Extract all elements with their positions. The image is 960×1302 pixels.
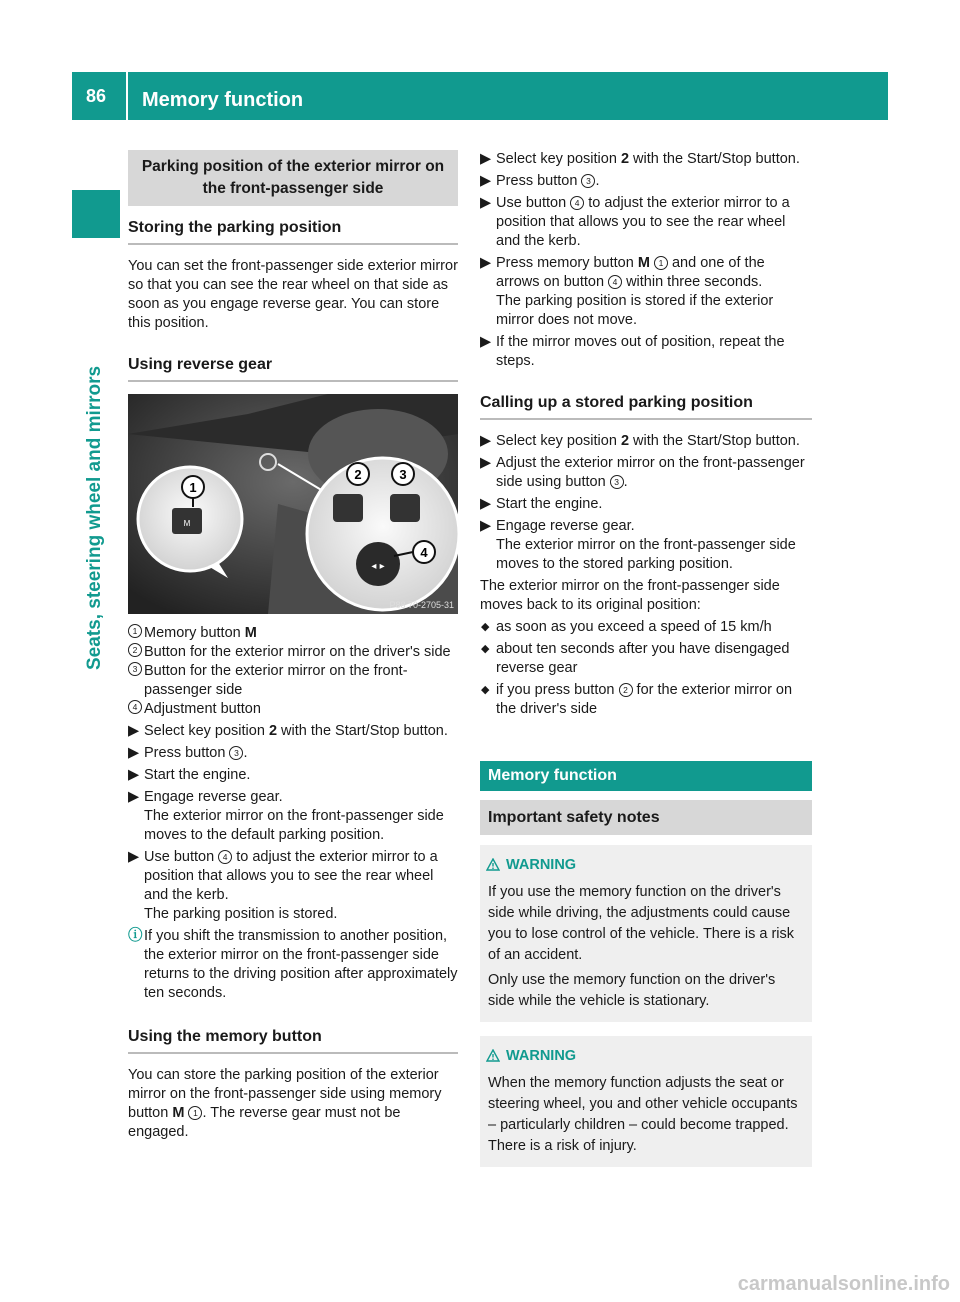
m-key-label: M (183, 519, 191, 528)
header-divider (126, 72, 128, 120)
step-arrow-icon: ▶ (480, 195, 492, 211)
warning-text: When the memory function adjusts the seat or steering wheel, you and other vehicle occupants – particularly children – could become trapped. There is a risk of injury. (488, 1075, 798, 1154)
heading-calling-up: Calling up a stored parking position (480, 393, 812, 420)
step-arrow-icon: ▶ (128, 789, 140, 805)
bullet-icon: ◆ (481, 643, 490, 655)
warning-title: WARNING (506, 1046, 804, 1067)
section-box-title: Parking position of the exterior mirror on the front-passenger side (128, 150, 458, 206)
step-arrow-icon: ▶ (480, 255, 492, 271)
step-arrow-icon: ▶ (128, 849, 140, 865)
step-arrow-icon: ▶ (480, 151, 492, 167)
step-item: ▶ Adjust the exterior mirror on the front-passenger side using button 3 . (480, 455, 805, 490)
step-item: ▶ If the mirror moves out of position, repeat the steps. (480, 334, 785, 369)
right-column (480, 150, 812, 1167)
step-arrow-icon: ▶ (480, 433, 492, 449)
photo-label-3: 3 (399, 467, 407, 482)
step-item: ▶ Press memory button M 1 and one of the arrows on button 4 within three seconds. The parking position is stored if the exterior mirror does not move. (480, 255, 774, 328)
bullet-item: ◆ if you press button 2 for the exterior mirror on the driver's side (481, 682, 793, 717)
step-arrow-icon: ▶ (480, 173, 492, 189)
section-tab (72, 250, 120, 950)
step-item: ▶ Select key position 2 with the Start/Stop button. (480, 151, 800, 167)
step-arrow-icon: ▶ (480, 455, 492, 471)
paragraph-return: The exterior mirror on the front-passenger side moves back to its original position: (480, 578, 780, 613)
warning-box (480, 845, 812, 1022)
step-item: ▶ Select key position 2 with the Start/Stop button. (128, 723, 448, 739)
mirror-controls-photo (128, 394, 458, 614)
step-arrow-icon: ▶ (480, 496, 492, 512)
step-item: ▶ Engage reverse gear. The exterior mirror on the front-passenger side moves to the stored parking position. (480, 518, 796, 572)
paragraph-memory-button: You can store the parking position of the exterior mirror on the front-passenger side using memory button M 1 . The reverse gear must not be engaged. (128, 1067, 442, 1140)
legend-item: 3 Button for the exterior mirror on the front-passenger side (128, 662, 458, 700)
image-reference: P88.70-2705-31 (389, 600, 454, 610)
photo-label-1: 1 (189, 480, 197, 495)
bullet-icon: ◆ (481, 684, 490, 696)
step-arrow-icon: ▶ (128, 767, 140, 783)
adjust-arrows-icon: ◂ ▸ (371, 561, 385, 572)
warning-title: WARNING (506, 855, 804, 876)
photo-illustration (128, 394, 458, 614)
step-item: ▶ Start the engine. (128, 767, 251, 783)
bullet-item: ◆ about ten seconds after you have disengaged reverse gear (481, 641, 790, 676)
section-marker (72, 190, 120, 238)
section-bar-memory-function: Memory function (480, 761, 812, 791)
left-column (128, 150, 458, 1142)
legend-item: 1 Memory button M (128, 624, 458, 643)
legend-item: 2 Button for the exterior mirror on the driver's side (128, 643, 458, 662)
section-title: Seats, steering wheel and mirrors (84, 365, 105, 670)
warning-triangle-icon (486, 1048, 500, 1069)
watermark: carmanualsonline.info (737, 1273, 950, 1295)
warning-box (480, 1036, 812, 1167)
step-item: ▶ Use button 4 to adjust the exterior mirror to a position that allows you to see the rear wheel and the kerb. (480, 195, 790, 249)
step-item: ▶ Start the engine. (480, 496, 603, 512)
step-item: ▶ Press button 3 . (480, 173, 600, 189)
warning-text: If you use the memory function on the driver's side while driving, the adjustments could cause you to lose control of the vehicle. There is a risk of an accident. (488, 884, 794, 963)
bullet-icon: ◆ (481, 621, 490, 633)
step-arrow-icon: ▶ (480, 518, 492, 534)
photo-label-2: 2 (354, 467, 362, 482)
step-item: ▶ Press button 3 . (128, 745, 248, 761)
warning-text: Only use the memory function on the driver's side while the vehicle is stationary. (488, 972, 776, 1009)
legend-item: 4 Adjustment button (128, 700, 458, 719)
step-item: ▶ Use button 4 to adjust the exterior mirror to a position that allows you to see the rear wheel and the kerb. The parking position is stored. (128, 849, 438, 922)
step-arrow-icon: ▶ (128, 723, 140, 739)
heading-storing: Storing the parking position (128, 218, 458, 245)
step-arrow-icon: ▶ (128, 745, 140, 761)
heading-reverse-gear: Using reverse gear (128, 355, 458, 382)
bullet-item: ◆ as soon as you exceed a speed of 15 km/h (481, 619, 772, 635)
step-arrow-icon: ▶ (480, 334, 492, 350)
section-bar-safety-notes: Important safety notes (480, 800, 812, 835)
info-note: ⓘ If you shift the transmission to another position, the exterior mirror on the front-passenger side returns to the driving position after approximately ten seconds. (128, 928, 458, 1001)
step-item: ▶ Engage reverse gear. The exterior mirror on the front-passenger side moves to the default parking position. (128, 789, 444, 843)
info-icon: ⓘ (128, 928, 143, 944)
paragraph-storing: You can set the front-passenger side exterior mirror so that you can see the rear wheel on that side as soon as you engage reverse gear. You can store this position. (128, 258, 458, 331)
page-number: 86 (86, 86, 107, 106)
heading-memory-button: Using the memory button (128, 1027, 458, 1054)
photo-label-4: 4 (420, 545, 428, 560)
warning-triangle-icon (486, 857, 500, 878)
step-item: ▶ Select key position 2 with the Start/Stop button. (480, 433, 800, 449)
page-title: Memory function (142, 89, 304, 111)
